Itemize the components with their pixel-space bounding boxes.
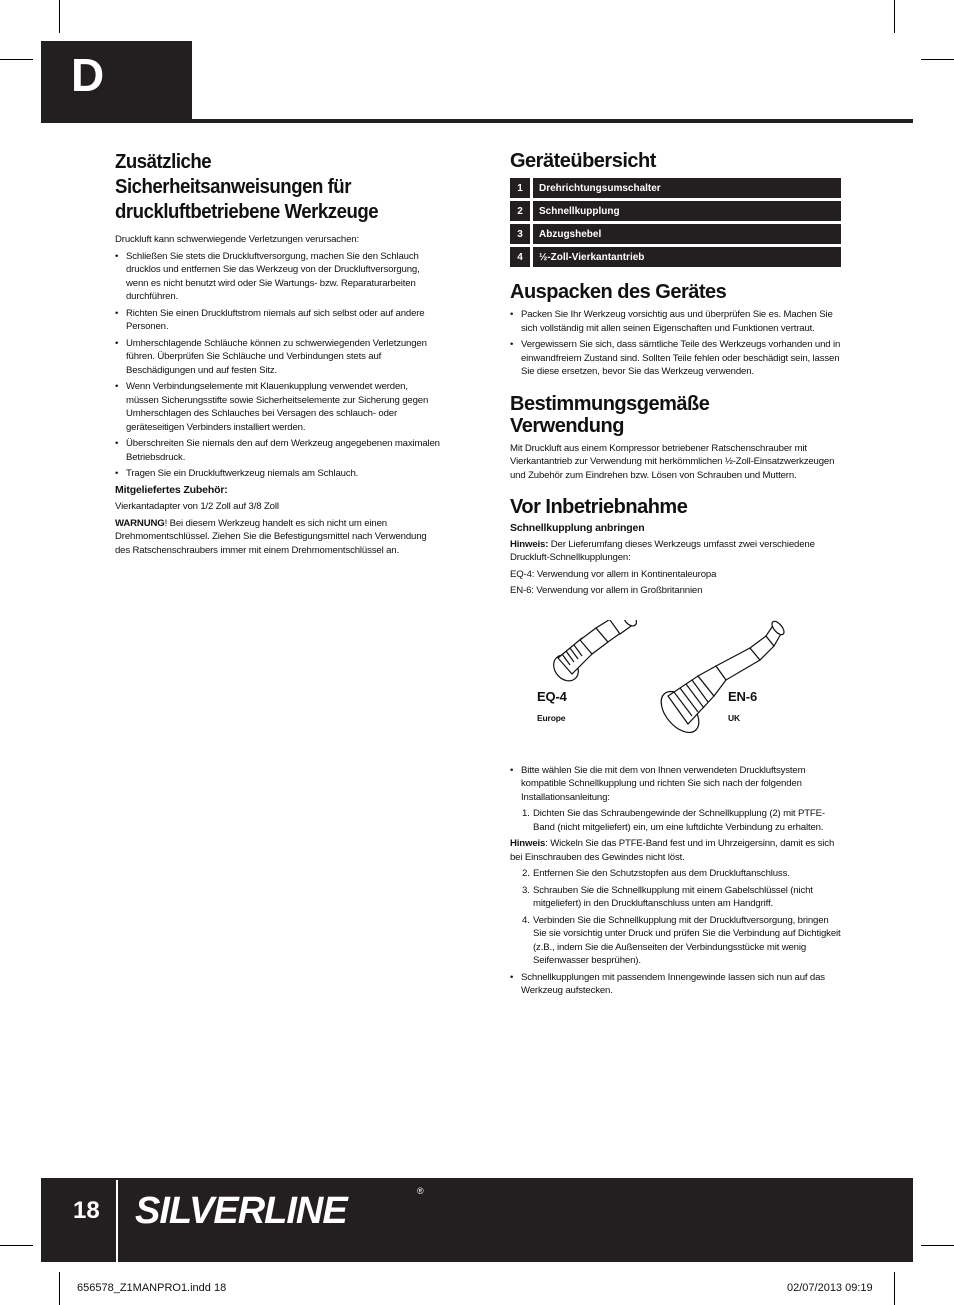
fittings-illustration — [510, 620, 841, 746]
warning-paragraph — [115, 517, 441, 558]
crop-mark — [894, 1272, 895, 1305]
step-number: 4. — [522, 914, 530, 926]
item-number: 1 — [510, 178, 530, 198]
list-item: • Richten Sie einen Druckluftstrom niemals auf sich selbst oder auf andere Personen. — [115, 307, 441, 334]
eq4-region: Europe — [537, 712, 566, 723]
note-paragraph — [510, 538, 841, 565]
step-item — [522, 914, 841, 968]
warning-text: ! Bei diesem Werkzeug handelt es sich nicht um einen Drehmomentschlüssel. Ziehen Sie die Befestigungsmittel nach Verwendung des Ratschenschraubers immer mit einem Drehmomentschlüssel an. — [115, 517, 427, 556]
registered-mark: ® — [417, 1186, 424, 1196]
print-slug-date: 02/07/2013 09:19 — [787, 1282, 873, 1294]
note-label: Hinweis: — [510, 538, 549, 550]
install-list — [510, 764, 841, 805]
item-number: 2 — [510, 201, 530, 221]
overview-heading: Geräteübersicht — [510, 150, 656, 172]
table-row — [510, 247, 841, 267]
install-list — [510, 971, 841, 998]
step-text: Verbinden Sie die Schnellkupplung mit der Druckluftversorgung, bringen Sie sie vorsichtig unter Druck und prüfen Sie die Verbindung auf Dichtigkeit (z.B., indem Sie die Außenseiten der Verbindungsstücke mit wenig Seifenwasser besprühen). — [533, 914, 841, 966]
intended-use-heading: Bestimmungsgemäße Verwendung — [510, 392, 710, 437]
en6-line: EN-6: Verwendung vor allem in Großbritannien — [510, 585, 703, 596]
list-item: • Überschreiten Sie niemals den auf dem Werkzeug angegebenen maximalen Betriebsdruck. — [115, 437, 441, 464]
footer-divider — [116, 1180, 118, 1262]
crop-mark — [921, 59, 954, 60]
list-item: • Packen Sie Ihr Werkzeug vorsichtig aus und überprüfen Sie es. Machen Sie sich vollständig mit allen seinen Eigenschaften und Funktionen vertraut. — [510, 308, 841, 335]
safety-heading: Zusätzliche Sicherheitsanweisungen für druckluftbetriebene Werkzeuge — [115, 151, 379, 223]
brand-logo: SILVERLINE — [135, 1190, 347, 1232]
right-column — [510, 150, 841, 1001]
header-rule — [192, 119, 913, 123]
eq4-line: EQ-4: Verwendung vor allem in Kontinentaleuropa — [510, 568, 717, 580]
safety-body — [115, 233, 441, 557]
left-column — [115, 150, 441, 557]
step-number: 3. — [522, 884, 530, 896]
before-use-body — [510, 522, 841, 998]
item-label: Drehrichtungsumschalter — [533, 178, 841, 198]
step-text: Dichten Sie das Schraubengewinde der Schnellkupplung (2) mit PTFE-Band (nicht mitgeliefert) ein, um eine luftdichte Verbindung zu erhalten. — [533, 808, 825, 833]
list-item: • Bitte wählen Sie die mit dem von Ihnen verwendeten Druckluftsystem kompatible Schnellkupplung und richten Sie sich nach der folgenden Installationsanleitung: — [510, 764, 841, 805]
step-item — [522, 884, 841, 911]
eq4-label: EQ-4 — [537, 688, 567, 704]
item-label: Abzugshebel — [533, 224, 841, 244]
item-number: 3 — [510, 224, 530, 244]
note-text: : Wickeln Sie das PTFE-Band fest und im Uhrzeigersinn, damit es sich bei Einschrauben des Gewindes nicht löst. — [510, 838, 835, 863]
item-label: ½-Zoll-Vierkantantrieb — [533, 247, 841, 267]
language-tab — [41, 41, 192, 123]
en6-region: UK — [728, 712, 740, 723]
note-label: Hinweis — [510, 838, 546, 849]
step-item — [522, 867, 841, 881]
item-number: 4 — [510, 247, 530, 267]
list-item: • Wenn Verbindungselemente mit Klauenkupplung verwendet werden, müssen Sicherungsstifte sowie Sicherheitselemente zur Sicherung gegen Umherschlagen des Schlauches bei Versagen des schlauch- oder geräteseitigen Verbinders installiert werden. — [115, 380, 441, 434]
list-item: • Schnellkupplungen mit passendem Innengewinde lassen sich nun auf das Werkzeug aufstecken. — [510, 971, 841, 998]
safety-intro: Druckluft kann schwerwiegende Verletzungen verursachen: — [115, 234, 359, 245]
before-use-heading: Vor Inbetriebnahme — [510, 496, 688, 518]
eq4-coupling-drawing — [549, 620, 639, 686]
crop-mark — [0, 1245, 33, 1246]
accessories-heading: Mitgeliefertes Zubehör: — [115, 483, 228, 496]
table-row — [510, 178, 841, 198]
list-item: • Tragen Sie ein Druckluftwerkzeug niemals am Schlauch. — [115, 467, 441, 481]
crop-mark — [59, 1272, 60, 1305]
crop-mark — [59, 0, 60, 33]
accessories-text: Vierkantadapter von 1/2 Zoll auf 3/8 Zoll — [115, 501, 279, 512]
crop-mark — [894, 0, 895, 33]
note-text: Der Lieferumfang dieses Werkzeugs umfasst zwei verschiedene Druckluft-Schnellkupplungen: — [510, 538, 815, 563]
install-steps — [510, 867, 841, 968]
en6-coupling-drawing — [654, 620, 786, 739]
step-number: 2. — [522, 868, 530, 879]
en6-label: EN-6 — [728, 688, 758, 704]
unpacking-heading: Auspacken des Gerätes — [510, 281, 727, 303]
table-row — [510, 201, 841, 221]
safety-list — [115, 250, 441, 481]
item-label: Schnellkupplung — [533, 201, 841, 221]
crop-mark — [0, 59, 33, 60]
warning-label: WARNUNG — [115, 517, 165, 529]
language-code: D — [71, 49, 105, 101]
step-number: 1. — [522, 808, 530, 819]
page-number: 18 — [73, 1197, 100, 1224]
unpacking-list — [510, 308, 841, 379]
list-item: • Vergewissern Sie sich, dass sämtliche Teile des Werkzeugs vorhanden und in einwandfreiem Zustand sind. Sollten Teile fehlen oder beschädigt sein, lassen Sie diese ersetzen, bevor Sie das Werkzeug verwenden. — [510, 338, 841, 379]
step-text: Schrauben Sie die Schnellkupplung mit einem Gabelschlüssel (nicht mitgeliefert) in den Druckluftanschluss unten am Handgriff. — [533, 884, 813, 909]
intended-use-text: Mit Druckluft aus einem Kompressor betriebener Ratschenschrauber mit Vierkantantrieb zur Verwendung mit herkömmlichen ½-Zoll-Einsatzwerkzeugen und Zubehör zum Eindrehen bzw. Lösen von Schrauben und Muttern. — [510, 442, 835, 481]
coupling-illustration — [510, 620, 841, 746]
tape-note — [510, 837, 841, 864]
crop-mark — [921, 1245, 954, 1246]
print-slug-file: 656578_Z1MANPRO1.indd 18 — [77, 1282, 227, 1294]
list-item: • Umherschlagende Schläuche können zu schwerwiegenden Verletzungen führen. Überprüfen Sie Schläuche und Verbindungen stets auf Beschädigungen und auf festen Sitz. — [115, 337, 441, 378]
step-text: Entfernen Sie den Schutzstopfen aus dem Druckluftanschluss. — [533, 868, 790, 879]
table-row — [510, 224, 841, 244]
overview-table — [510, 178, 841, 267]
install-steps — [510, 807, 841, 834]
coupling-subheading: Schnellkupplung anbringen — [510, 522, 645, 534]
step-item — [522, 807, 841, 834]
list-item: • Schließen Sie stets die Druckluftversorgung, machen Sie den Schlauch drucklos und entfernen Sie das Werkzeug von der Druckluftversorgung, wenn es nicht benutzt wird oder Sie Wartungs- bzw. Reparaturarbeiten durchführen. — [115, 250, 441, 304]
